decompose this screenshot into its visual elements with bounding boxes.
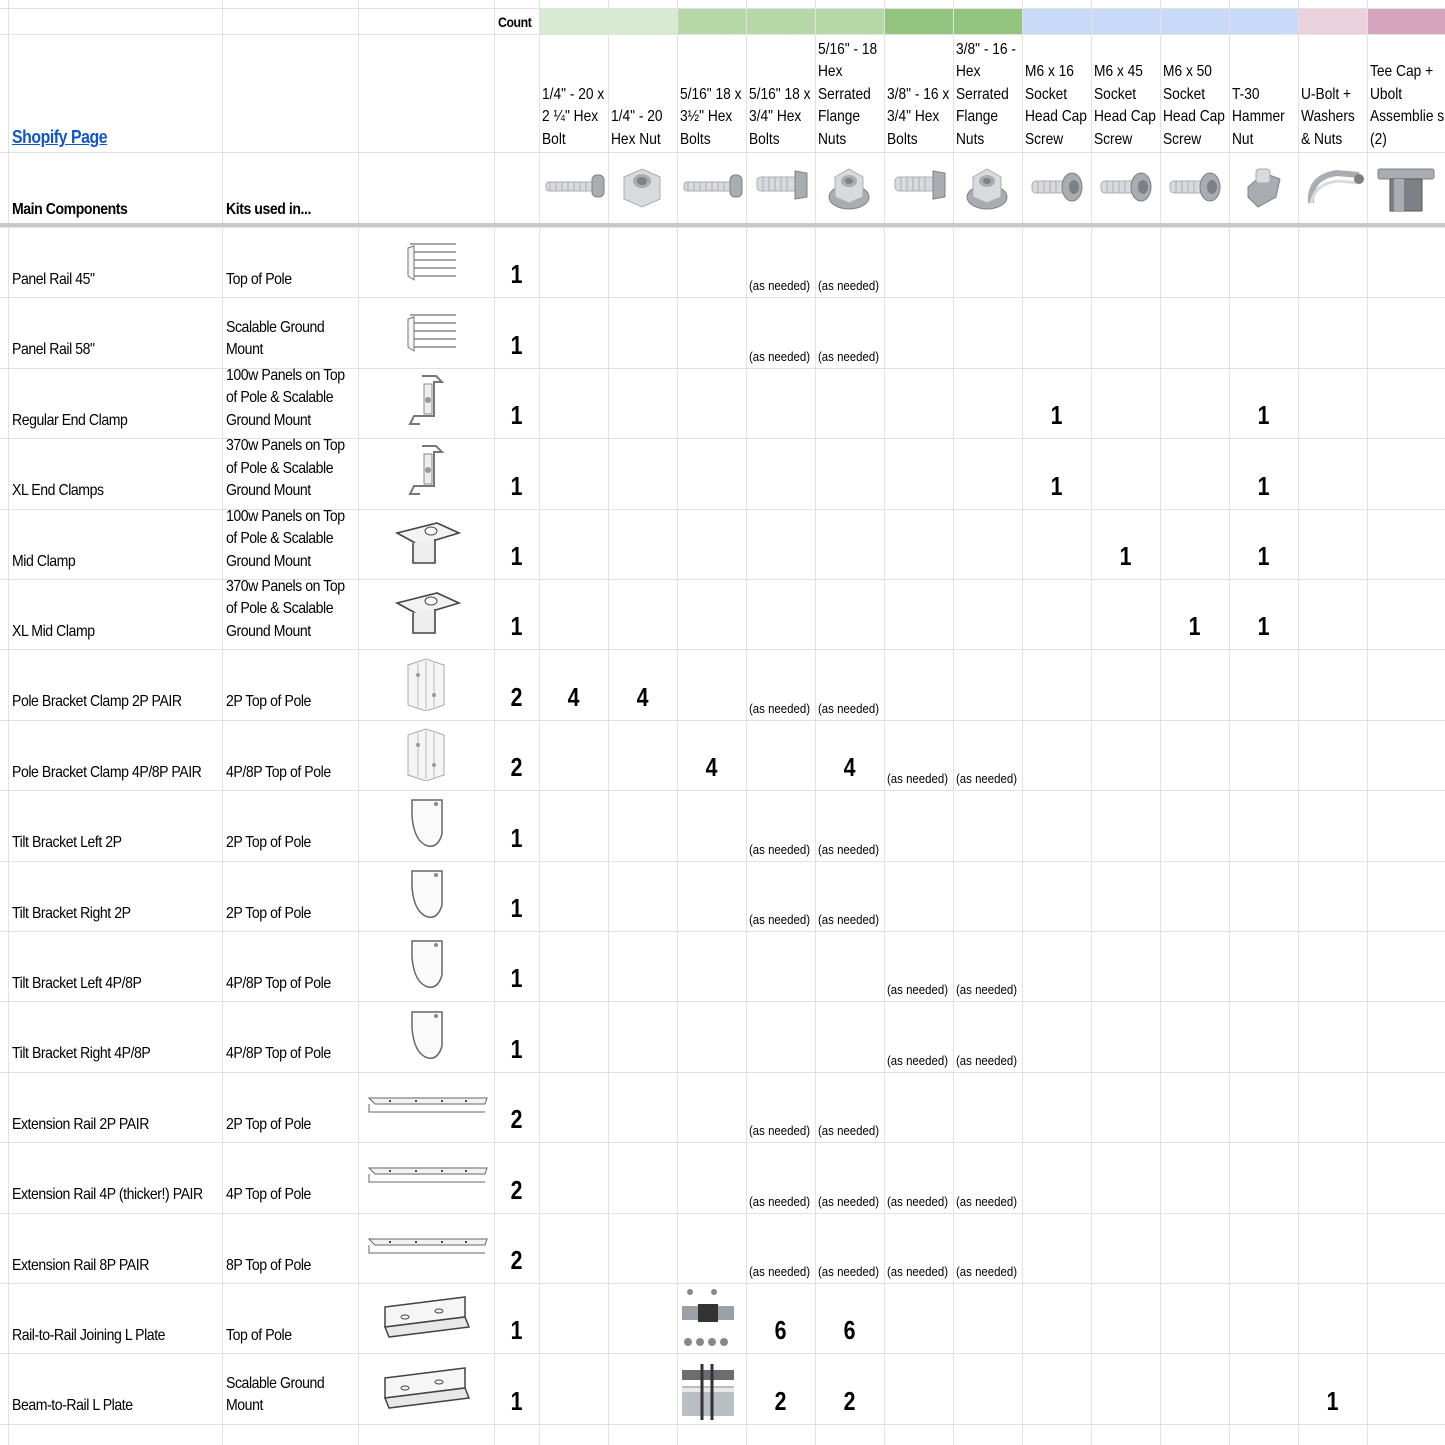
hardware-qty-note: (as needed) (818, 912, 880, 927)
shopify-page-link[interactable]: Shopify Page (12, 127, 108, 147)
component-name: Mid Clamp (12, 552, 76, 570)
grid-line (539, 0, 540, 1445)
hardware-column-label: M6 x 45 Socket Head Cap Screw (1094, 63, 1156, 148)
hardware-qty-note: (as needed) (887, 982, 949, 998)
grid-line (358, 0, 359, 1445)
hardware-qty-note: (as needed) (818, 348, 880, 364)
kits-used: Top of Pole (226, 270, 292, 288)
kits-used: Scalable Ground Mount (226, 318, 325, 359)
hardware-qty: 4 (843, 752, 856, 783)
hardware-column-label: 5/16" 18 x 3/4" Hex Bolts (749, 85, 811, 148)
kits-used: 4P/8P Top of Pole (226, 763, 331, 781)
component-name: Tilt Bracket Right 2P (12, 904, 131, 922)
hardware-qty-note: (as needed) (818, 1193, 880, 1209)
component-count: 1 (510, 1033, 523, 1064)
hardware-qty: 1 (1050, 470, 1063, 501)
component-count: 1 (510, 1385, 523, 1416)
socket-cap-screw-icon (1028, 163, 1086, 211)
end-clamp-icon (406, 442, 446, 500)
hex-bolt-short-icon (889, 163, 949, 207)
component-count: 2 (510, 681, 523, 712)
grid-line (1022, 0, 1023, 1445)
hardware-qty: 4 (705, 752, 718, 783)
kits-used: 2P Top of Pole (226, 834, 311, 852)
hardware-qty-note: (as needed) (818, 278, 880, 294)
hardware-column-label: U-Bolt + Washers & Nuts (1301, 85, 1355, 148)
hardware-column-label: 5/16" 18 x 3½" Hex Bolts (680, 85, 742, 148)
panel-rail-icon (404, 309, 460, 353)
hardware-column-label: Tee Cap + Ubolt Assemblie s (2) (1370, 63, 1445, 148)
grid-line (1298, 0, 1299, 1445)
rail-joint-photo-icon (680, 1286, 736, 1350)
grid-line (1160, 0, 1161, 1445)
hammer-nut-icon (1242, 163, 1286, 211)
hardware-qty: 1 (1257, 400, 1270, 431)
u-bolt-icon (1301, 163, 1365, 213)
kits-used: 4P Top of Pole (226, 1186, 311, 1204)
socket-cap-screw-icon (1166, 163, 1224, 211)
component-name: Pole Bracket Clamp 2P PAIR (12, 693, 182, 711)
header-color-band (1229, 8, 1298, 34)
grid-line (1229, 0, 1230, 1445)
hardware-column-label: 1/4" - 20 x 2 ¼" Hex Bolt (542, 85, 605, 148)
header-color-band (746, 8, 815, 34)
kits-used: 370w Panels on Top of Pole & Scalable Ground Mount (226, 577, 345, 640)
hardware-column-label: 5/16" - 18 Hex Serrated Flange Nuts (818, 40, 878, 148)
main-components-header: Main Components (12, 201, 128, 218)
kits-used-header: Kits used in... (226, 201, 311, 218)
component-count: 1 (510, 541, 523, 571)
component-count: 1 (510, 470, 523, 501)
grid-line (1091, 0, 1092, 1445)
hardware-qty-note: (as needed) (749, 912, 811, 927)
hardware-qty-note: (as needed) (818, 1264, 880, 1279)
header-color-band (1160, 8, 1229, 34)
component-name: Extension Rail 4P (thicker!) PAIR (12, 1186, 203, 1204)
hex-bolt-long-icon (680, 163, 744, 207)
tilt-bracket-icon (406, 796, 446, 850)
header-color-band (1091, 8, 1160, 34)
hardware-column-label: 1/4" - 20 Hex Nut (611, 108, 663, 148)
component-name: Panel Rail 58" (12, 341, 95, 359)
component-name: Extension Rail 2P PAIR (12, 1115, 149, 1133)
component-name: Tilt Bracket Right 4P/8P (12, 1045, 151, 1063)
hardware-column-label: M6 x 50 Socket Head Cap Screw (1163, 63, 1225, 148)
beam-rail-photo-icon (680, 1356, 736, 1422)
hardware-qty-note: (as needed) (749, 700, 811, 716)
hardware-column-label: T-30 Hammer Nut (1232, 85, 1285, 148)
hardware-qty: 1 (1188, 611, 1201, 642)
component-count: 1 (510, 611, 523, 642)
kits-used: 100w Panels on Top of Pole & Scalable Ground Mount (226, 507, 345, 570)
hardware-qty-note: (as needed) (749, 1123, 811, 1139)
grid-line (222, 0, 223, 1445)
flange-nut-icon (827, 163, 873, 213)
kits-used: 2P Top of Pole (226, 1115, 311, 1133)
component-name: XL Mid Clamp (12, 622, 95, 640)
component-count: 2 (510, 1245, 523, 1275)
hardware-qty: 1 (1119, 541, 1132, 571)
tee-cap-icon (1376, 163, 1436, 213)
hardware-qty-note: (as needed) (749, 348, 811, 364)
component-name: XL End Clamps (12, 482, 104, 500)
component-name: Panel Rail 45" (12, 270, 95, 288)
kits-used: Scalable Ground Mount (226, 1374, 325, 1415)
hardware-qty-note: (as needed) (818, 700, 880, 716)
hardware-qty-note: (as needed) (956, 982, 1018, 998)
component-count: 1 (510, 822, 523, 853)
header-color-band (677, 8, 746, 34)
component-count: 2 (510, 1174, 523, 1205)
hardware-qty-note: (as needed) (818, 1123, 880, 1139)
component-count: 1 (510, 329, 523, 360)
socket-cap-screw-icon (1097, 163, 1155, 211)
grid-line (494, 0, 495, 1445)
hardware-qty-note: (as needed) (749, 1193, 811, 1209)
flange-nut-icon (965, 163, 1011, 213)
hex-bolt-long-icon (542, 163, 606, 207)
hardware-qty-note: (as needed) (887, 1052, 949, 1068)
hardware-column-label: M6 x 16 Socket Head Cap Screw (1025, 63, 1087, 148)
tilt-bracket-icon (406, 1008, 446, 1062)
grid-line (677, 0, 678, 1445)
component-name: Regular End Clamp (12, 411, 128, 429)
hardware-qty: 1 (1257, 611, 1270, 642)
tilt-bracket-icon (406, 937, 446, 991)
mid-clamp-icon (393, 517, 463, 567)
grid-line (1367, 0, 1368, 1445)
hardware-qty-note: (as needed) (887, 1264, 949, 1279)
component-count: 2 (510, 752, 523, 783)
hardware-qty-note: (as needed) (749, 1264, 811, 1279)
header-color-band (539, 8, 608, 34)
hardware-qty-note: (as needed) (749, 841, 811, 857)
hex-bolt-short-icon (751, 163, 811, 207)
kits-used: Top of Pole (226, 1326, 292, 1344)
kits-used: 370w Panels on Top of Pole & Scalable Ground Mount (226, 437, 345, 500)
header-color-band (1022, 8, 1091, 34)
component-count: 1 (510, 259, 523, 290)
hardware-qty: 4 (636, 681, 649, 712)
hardware-column-label: 3/8" - 16 x 3/4" Hex Bolts (887, 85, 950, 148)
hardware-qty-note: (as needed) (818, 841, 880, 857)
grid-line (746, 0, 747, 1445)
component-name: Beam-to-Rail L Plate (12, 1397, 133, 1415)
header-color-band (884, 8, 953, 34)
grid-line (8, 0, 9, 1445)
grid-line (953, 0, 954, 1445)
hardware-qty: 6 (843, 1315, 856, 1346)
hardware-qty: 1 (1326, 1385, 1339, 1416)
grid-line (608, 0, 609, 1445)
hex-nut-icon (622, 163, 664, 211)
header-color-band (953, 8, 1022, 34)
hardware-qty: 6 (774, 1315, 787, 1346)
header-color-band (1298, 8, 1367, 34)
end-clamp-icon (406, 372, 446, 430)
hardware-qty-note: (as needed) (956, 1052, 1018, 1068)
hardware-qty: 2 (843, 1385, 856, 1416)
hardware-qty-note: (as needed) (887, 771, 949, 787)
header-color-band (1367, 8, 1445, 34)
kits-used: 4P/8P Top of Pole (226, 1045, 331, 1063)
hardware-qty: 1 (1257, 470, 1270, 501)
component-count: 1 (510, 893, 523, 923)
component-count: 1 (510, 1315, 523, 1346)
hardware-qty-note: (as needed) (956, 1193, 1018, 1209)
header-divider (0, 223, 1445, 227)
hardware-qty: 1 (1050, 400, 1063, 431)
component-count: 1 (510, 400, 523, 431)
component-name: Pole Bracket Clamp 4P/8P PAIR (12, 763, 202, 781)
mid-clamp-icon (393, 587, 463, 637)
kits-used: 100w Panels on Top of Pole & Scalable Ground Mount (226, 366, 345, 429)
header-color-band (815, 8, 884, 34)
component-name: Tilt Bracket Left 4P/8P (12, 974, 142, 992)
pole-bracket-icon (404, 655, 448, 711)
component-name: Rail-to-Rail Joining L Plate (12, 1326, 166, 1344)
hardware-qty: 2 (774, 1385, 787, 1416)
l-plate-icon (381, 1364, 473, 1410)
component-count: 1 (510, 963, 523, 994)
hardware-qty-note: (as needed) (887, 1193, 949, 1209)
hardware-qty: 4 (567, 681, 580, 712)
extension-rail-icon (365, 1231, 489, 1261)
grid-line (815, 0, 816, 1445)
hardware-qty-note: (as needed) (956, 771, 1018, 787)
grid-line (884, 0, 885, 1445)
component-name: Tilt Bracket Left 2P (12, 834, 122, 852)
hardware-qty: 1 (1257, 541, 1270, 571)
component-name: Extension Rail 8P PAIR (12, 1256, 149, 1274)
extension-rail-icon (365, 1160, 489, 1190)
hardware-qty-note: (as needed) (749, 278, 811, 294)
pole-bracket-icon (404, 725, 448, 781)
kits-used: 2P Top of Pole (226, 693, 311, 711)
count-header: Count (498, 14, 532, 30)
hardware-qty-note: (as needed) (956, 1264, 1018, 1279)
component-count: 2 (510, 1104, 523, 1135)
l-plate-icon (381, 1293, 473, 1339)
hardware-column-label: 3/8" - 16 - Hex Serrated Flange Nuts (956, 40, 1016, 148)
header-color-band (608, 8, 677, 34)
panel-rail-icon (404, 238, 460, 282)
kits-used: 4P/8P Top of Pole (226, 974, 331, 992)
tilt-bracket-icon (406, 867, 446, 921)
extension-rail-icon (365, 1090, 489, 1120)
kits-used: 2P Top of Pole (226, 904, 311, 922)
kits-used: 8P Top of Pole (226, 1256, 311, 1274)
